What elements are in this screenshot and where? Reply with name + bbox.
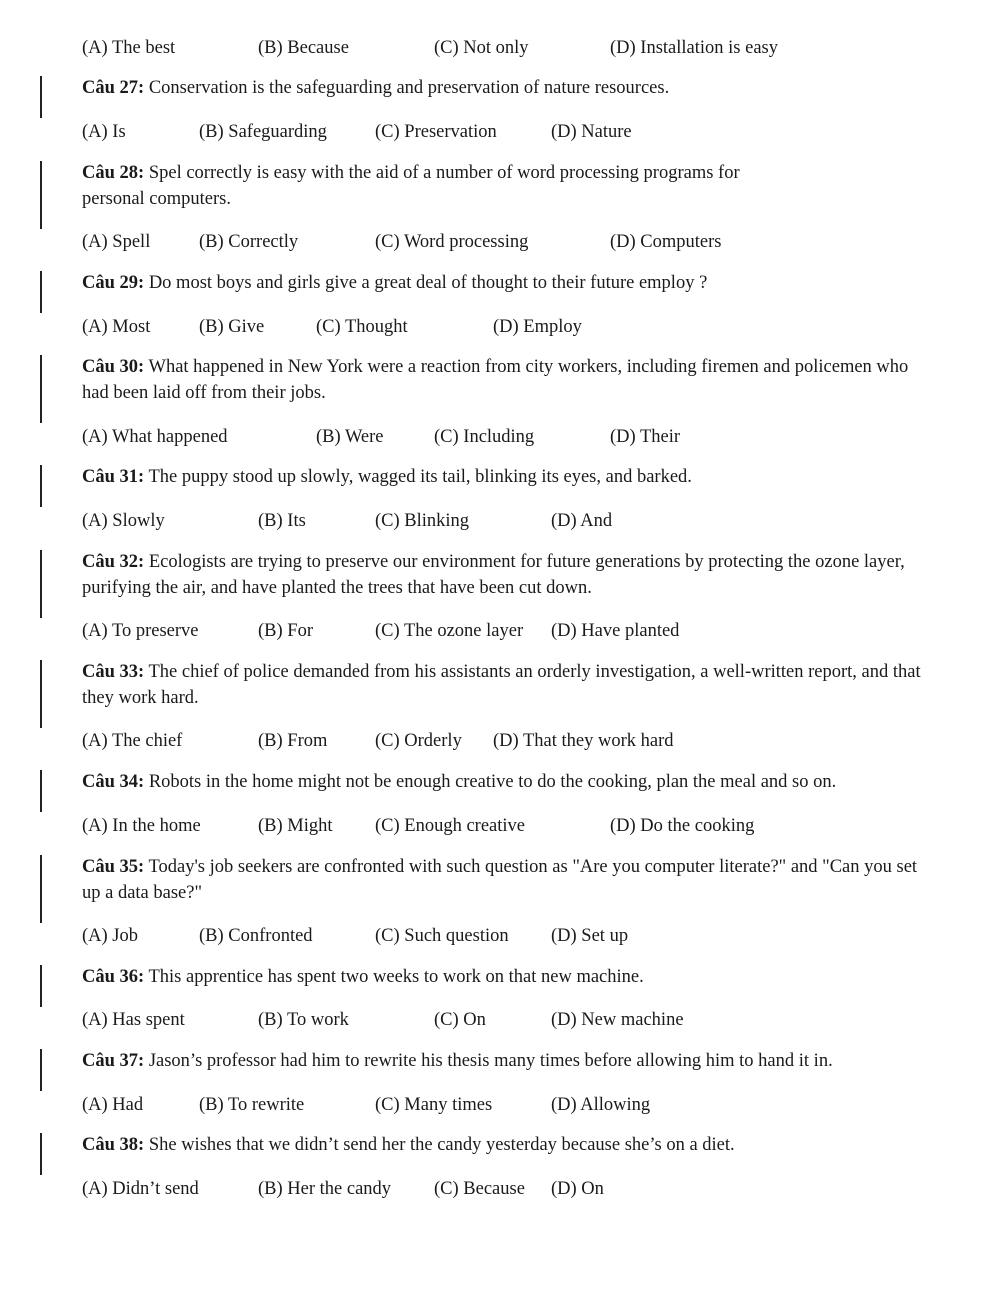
- option-b: (B) Her the candy: [258, 1179, 392, 1199]
- option-d: (D) Do the cooking: [610, 816, 755, 836]
- margin-marker: [40, 770, 42, 812]
- option-c: (C) Enough creative: [375, 816, 525, 836]
- question-27: Câu 27: Conservation is the safeguarding and preservation of nature resources.: [82, 78, 670, 98]
- option-c: (C) Not only: [434, 38, 529, 58]
- option-b: (B) Give: [199, 317, 265, 337]
- option-c: (C) Word processing: [375, 232, 529, 252]
- option-a: (A) The best: [82, 38, 176, 58]
- option-d: (D) Set up: [551, 926, 629, 946]
- option-a: (A) Job: [82, 926, 139, 946]
- option-a: (A) To preserve: [82, 621, 199, 641]
- option-b: (B) Correctly: [199, 232, 299, 252]
- margin-marker: [40, 161, 42, 229]
- question-34: Câu 34: Robots in the home might not be enough creative to do the cooking, plan the meal and so on.: [82, 772, 837, 792]
- option-c: (C) Such question: [375, 926, 509, 946]
- option-b: (B) For: [258, 621, 313, 641]
- option-d: (D) Employ: [493, 317, 582, 337]
- option-c: (C) Preservation: [375, 122, 497, 142]
- option-c: (C) Blinking: [375, 511, 470, 531]
- question-30: Câu 30: What happened in New York were a reaction from city workers, including firemen and policemen who had been laid off from their jobs.: [82, 357, 909, 403]
- option-b: (B) Confronted: [199, 926, 313, 946]
- option-d: (D) Their: [610, 427, 681, 447]
- option-b: (B) Its: [258, 511, 306, 531]
- option-d: (D) New machine: [551, 1010, 684, 1030]
- option-d: (D) Computers: [610, 232, 722, 252]
- option-d: (D) And: [551, 511, 613, 531]
- option-c: (C) On: [434, 1010, 486, 1030]
- option-a: (A) Has spent: [82, 1010, 185, 1030]
- option-c: (C) Many times: [375, 1095, 493, 1115]
- question-36: Câu 36: This apprentice has spent two weeks to work on that new machine.: [82, 967, 644, 987]
- question-33: Câu 33: The chief of police demanded from his assistants an orderly investigation, a well-written report, and that they work hard.: [82, 662, 921, 708]
- option-d: (D) That they work hard: [493, 731, 674, 751]
- margin-marker: [40, 465, 42, 507]
- margin-marker: [40, 1049, 42, 1091]
- option-b: (B) Because: [258, 38, 349, 58]
- option-b: (B) From: [258, 731, 328, 751]
- margin-marker: [40, 76, 42, 118]
- option-d: (D) Installation is easy: [610, 38, 778, 58]
- option-a: (A) In the home: [82, 816, 201, 836]
- margin-marker: [40, 965, 42, 1007]
- question-37: Câu 37: Jason’s professor had him to rewrite his thesis many times before allowing him to hand it in.: [82, 1051, 833, 1071]
- option-c: (C) Orderly: [375, 731, 462, 751]
- option-a: (A) What happened: [82, 427, 228, 447]
- question-35: Câu 35: Today's job seekers are confronted with such question as "Are you computer literate?" and "Can you set up a data base?": [82, 857, 918, 903]
- option-d: (D) Nature: [551, 122, 632, 142]
- question-32: Câu 32: Ecologists are trying to preserve our environment for future generations by protecting the ozone layer, purifying the air, and have planted the trees that have been cut down.: [82, 552, 905, 598]
- margin-marker: [40, 355, 42, 423]
- option-b: (B) Might: [258, 816, 333, 836]
- question-31: Câu 31: The puppy stood up slowly, wagged its tail, blinking its eyes, and barked.: [82, 467, 692, 487]
- option-a: (A) Had: [82, 1095, 144, 1115]
- question-28: Câu 28: Spel correctly is easy with the aid of a number of word processing programs for personal computers.: [82, 163, 740, 209]
- option-a: (A) Is: [82, 122, 126, 142]
- margin-marker: [40, 271, 42, 313]
- option-d: (D) Allowing: [551, 1095, 651, 1115]
- option-b: (B) To work: [258, 1010, 349, 1030]
- option-a: (A) The chief: [82, 731, 183, 751]
- margin-marker: [40, 1133, 42, 1175]
- option-c: (C) Thought: [316, 317, 408, 337]
- option-b: (B) To rewrite: [199, 1095, 305, 1115]
- margin-marker: [40, 855, 42, 923]
- option-c: (C) The ozone layer: [375, 621, 524, 641]
- option-d: (D) On: [551, 1179, 604, 1199]
- question-29: Câu 29: Do most boys and girls give a great deal of thought to their future employ ?: [82, 273, 708, 293]
- margin-marker: [40, 550, 42, 618]
- option-a: (A) Spell: [82, 232, 151, 252]
- option-a: (A) Didn’t send: [82, 1179, 199, 1199]
- option-a: (A) Most: [82, 317, 151, 337]
- option-b: (B) Safeguarding: [199, 122, 327, 142]
- option-b: (B) Were: [316, 427, 384, 447]
- option-d: (D) Have planted: [551, 621, 680, 641]
- option-c: (C) Because: [434, 1179, 525, 1199]
- option-c: (C) Including: [434, 427, 535, 447]
- margin-marker: [40, 660, 42, 728]
- option-a: (A) Slowly: [82, 511, 165, 531]
- question-38: Câu 38: She wishes that we didn’t send her the candy yesterday because she’s on a diet.: [82, 1135, 735, 1155]
